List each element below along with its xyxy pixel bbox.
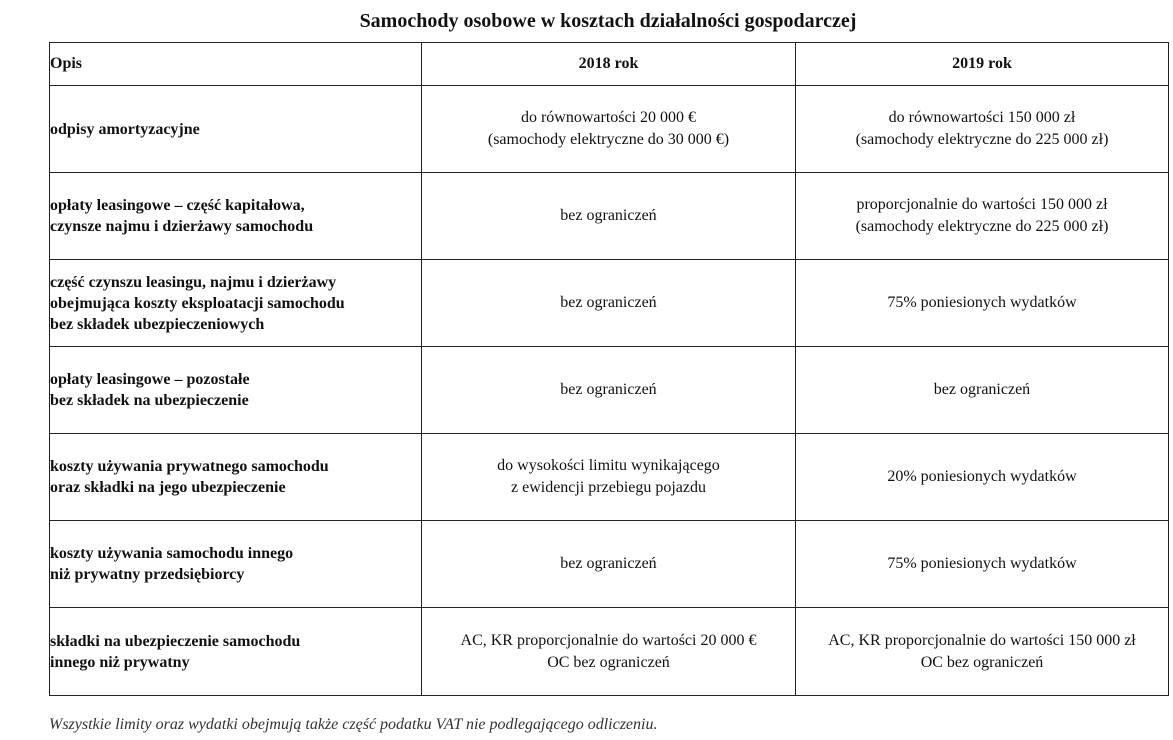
document-title: Samochody osobowe w kosztach działalności gospodarczej xyxy=(359,10,857,32)
cell-2019 xyxy=(796,521,1169,608)
cell-2019 xyxy=(796,260,1169,347)
row-description xyxy=(50,86,422,173)
footnote: Wszystkie limity oraz wydatki obejmują także część podatku VAT nie podlegającego odliczeniu. xyxy=(49,716,658,733)
cell-2019-line: bez ograniczeń xyxy=(933,381,1031,398)
table-row xyxy=(50,260,1169,347)
cell-2018-line: bez ograniczeń xyxy=(560,294,657,311)
cell-2018-line: bez ograniczeń xyxy=(560,381,657,398)
cell-2018 xyxy=(422,86,796,173)
column-header-opis: Opis xyxy=(50,43,422,86)
table-row xyxy=(50,521,1169,608)
cell-2019-line: 75% poniesionych wydatków xyxy=(887,294,1077,311)
cell-2019-line: (samochody elektryczne do 225 000 zł) xyxy=(855,218,1109,235)
cell-2018 xyxy=(422,434,796,521)
table-body xyxy=(50,86,1169,696)
row-description-line: koszty używania prywatnego samochodu xyxy=(50,458,329,475)
cell-2018 xyxy=(422,608,796,696)
row-description-line: odpisy amortyzacyjne xyxy=(50,120,200,138)
cell-2019-line: AC, KR proporcjonalnie do wartości 150 000 zł xyxy=(828,631,1136,649)
cell-2019-line: (samochody elektryczne do 225 000 zł) xyxy=(855,131,1109,148)
cell-2018 xyxy=(422,347,796,434)
table-row xyxy=(50,86,1169,173)
cell-2018-line: bez ograniczeń xyxy=(560,555,657,572)
cell-2019-line: proporcjonalnie do wartości 150 000 zł xyxy=(856,196,1108,213)
row-description-line: obejmująca koszty eksploatacji samochodu xyxy=(50,294,345,312)
table-row xyxy=(50,434,1169,521)
row-description xyxy=(50,173,422,260)
row-description-line: opłaty leasingowe – pozostałe xyxy=(50,371,250,388)
cell-2018-line: (samochody elektryczne do 30 000 €) xyxy=(487,131,730,148)
cell-2018-line: do równowartości 20 000 € xyxy=(520,109,697,126)
row-description-line: składki na ubezpieczenie samochodu xyxy=(50,632,301,650)
cell-2018-line: AC, KR proporcjonalnie do wartości 20 000 € xyxy=(460,631,757,649)
row-description xyxy=(50,347,422,434)
cell-2018 xyxy=(422,521,796,608)
cell-2019 xyxy=(796,434,1169,521)
row-description-line: czynsze najmu i dzierżawy samochodu xyxy=(50,218,314,235)
row-description-line: część czynszu leasingu, najmu i dzierżawy xyxy=(50,273,337,291)
cell-2019 xyxy=(796,608,1169,696)
cell-2019-line: 75% poniesionych wydatków xyxy=(887,555,1077,572)
table-row xyxy=(50,608,1169,696)
cell-2019-line: do równowartości 150 000 zł xyxy=(888,109,1076,126)
cell-2019-line: 20% poniesionych wydatków xyxy=(887,468,1077,485)
column-header-2019: 2019 rok xyxy=(796,43,1169,86)
cell-2019 xyxy=(796,173,1169,260)
row-description xyxy=(50,434,422,521)
row-description-line: opłaty leasingowe – część kapitałowa, xyxy=(50,197,305,214)
cell-2018-line: bez ograniczeń xyxy=(560,207,657,224)
cell-2019-line: OC bez ograniczeń xyxy=(920,653,1044,671)
row-description-line: bez składek na ubezpieczenie xyxy=(50,392,249,409)
cell-2018-line: z ewidencji przebiegu pojazdu xyxy=(510,479,707,496)
row-description xyxy=(50,521,422,608)
cell-2019 xyxy=(796,86,1169,173)
cost-comparison-table xyxy=(49,42,1169,696)
row-description-line: bez składek ubezpieczeniowych xyxy=(50,315,265,333)
row-description-line: niż prywatny przedsiębiorcy xyxy=(50,566,245,583)
column-header-2018: 2018 rok xyxy=(422,43,796,86)
row-description xyxy=(50,608,422,696)
cell-2018 xyxy=(422,173,796,260)
row-description-line: koszty używania samochodu innego xyxy=(50,545,294,562)
row-description-line: oraz składki na jego ubezpieczenie xyxy=(50,479,286,496)
table-row xyxy=(50,173,1169,260)
cell-2019 xyxy=(796,347,1169,434)
cell-2018 xyxy=(422,260,796,347)
table-row xyxy=(50,347,1169,434)
cell-2018-line: do wysokości limitu wynikającego xyxy=(497,457,720,474)
row-description-line: innego niż prywatny xyxy=(50,653,190,671)
cell-2018-line: OC bez ograniczeń xyxy=(547,653,670,671)
table-header-row xyxy=(50,43,1169,86)
row-description xyxy=(50,260,422,347)
